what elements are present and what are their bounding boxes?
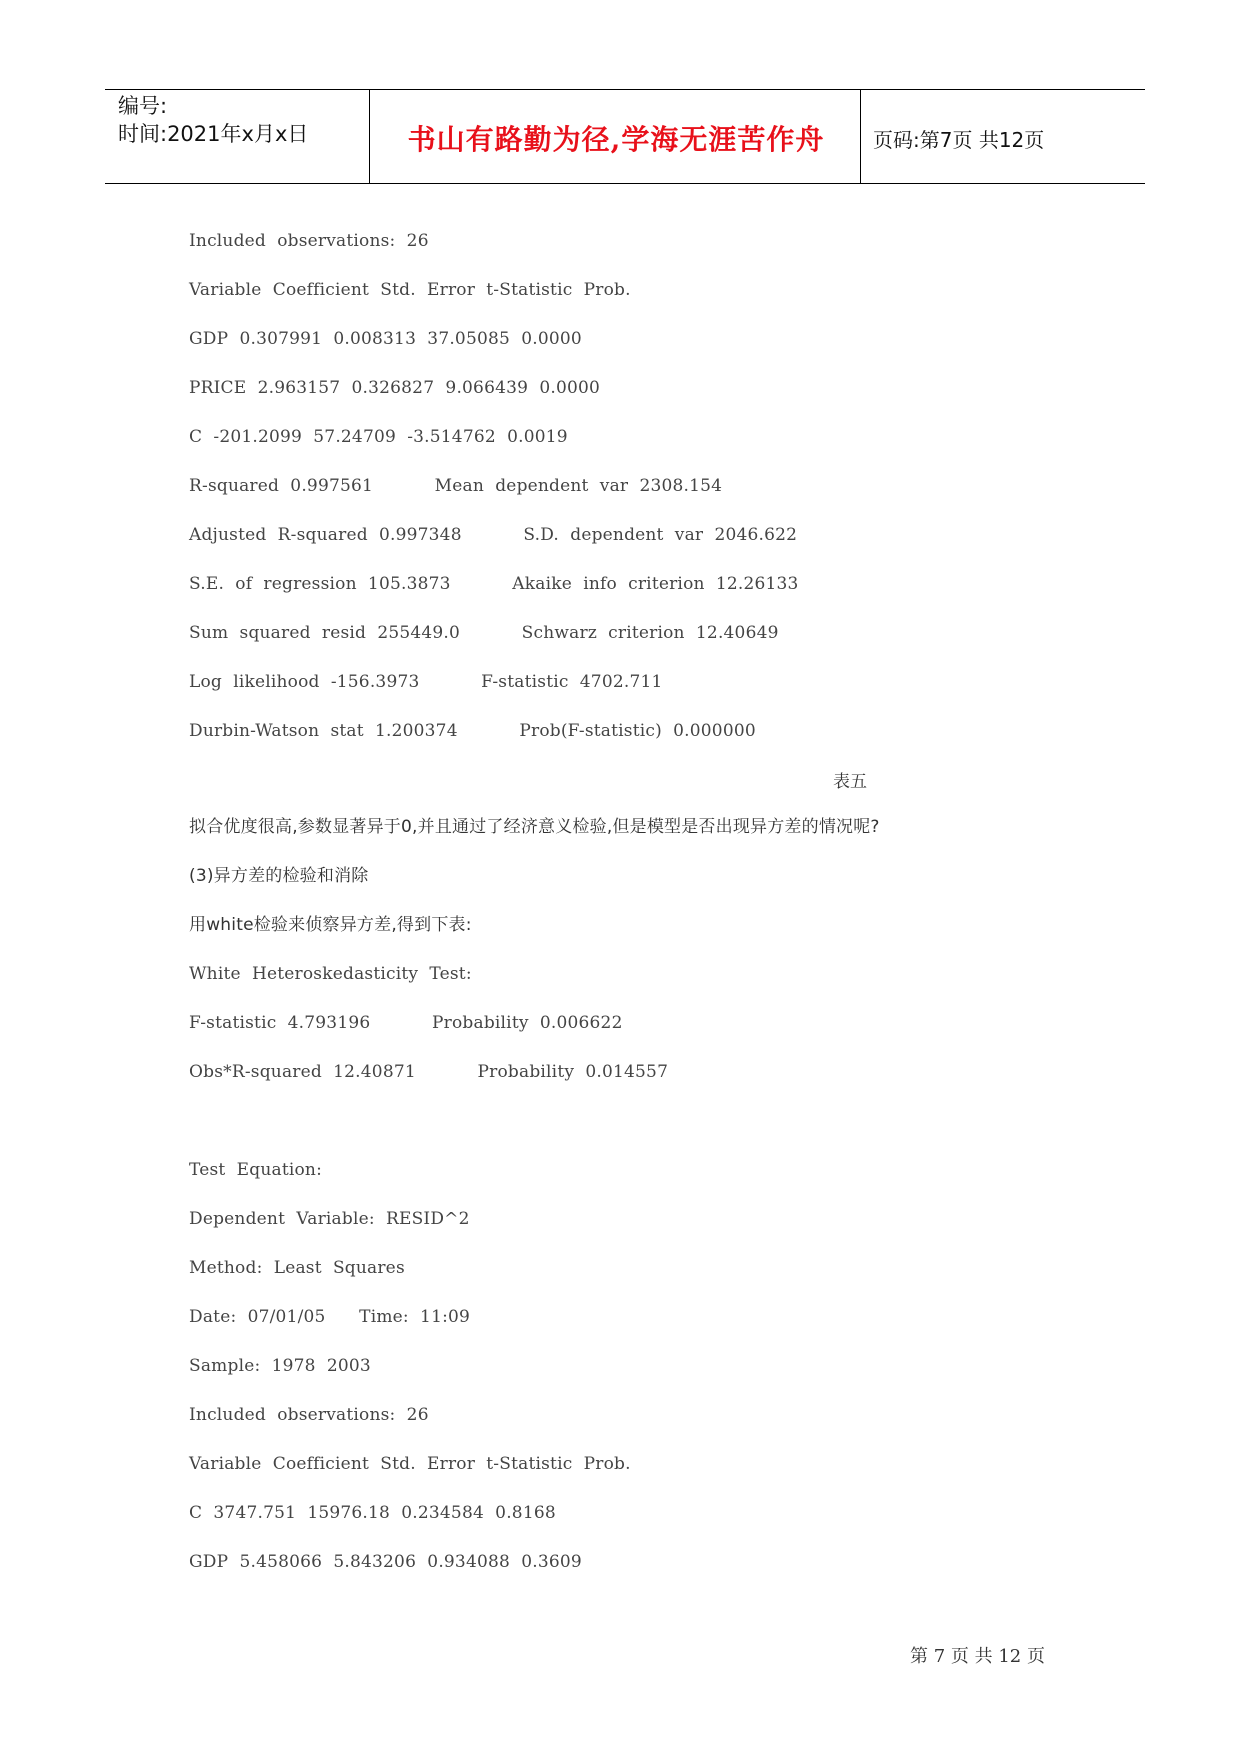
test-dependent-variable: Dependent Variable: RESID^2 <box>189 1209 470 1229</box>
date-label: 时间:2021年x月x日 <box>118 122 309 146</box>
output-line-observations: Included observations: 26 <box>189 231 429 251</box>
output-line-r-squared: R-squared 0.997561 Mean dependent var 2308.154 <box>189 476 723 496</box>
test-equation-title: Test Equation: <box>189 1160 322 1180</box>
header-motto: 书山有路勤为径,学海无涯苦作舟 <box>407 123 825 156</box>
header-bottom-rule <box>105 183 1145 184</box>
page-footer: 第 7 页 共 12 页 <box>910 1646 1045 1667</box>
test-table-header: Variable Coefficient Std. Error t-Statistic Prob. <box>189 1454 631 1474</box>
serial-number-label: 编号: <box>118 94 168 118</box>
test-line-gdp: GDP 5.458066 5.843206 0.934088 0.3609 <box>189 1552 582 1572</box>
output-line-gdp: GDP 0.307991 0.008313 37.05085 0.0000 <box>189 329 582 349</box>
output-line-se-regression: S.E. of regression 105.3873 Akaike info criterion 12.26133 <box>189 574 799 594</box>
test-sample: Sample: 1978 2003 <box>189 1356 371 1376</box>
test-method: Method: Least Squares <box>189 1258 405 1278</box>
test-observations: Included observations: 26 <box>189 1405 429 1425</box>
header-divider-right <box>860 90 861 184</box>
test-date-time: Date: 07/01/05 Time: 11:09 <box>189 1307 471 1327</box>
section-title: (3)异方差的检验和消除 <box>189 866 369 886</box>
test-line-constant: C 3747.751 15976.18 0.234584 0.8168 <box>189 1503 556 1523</box>
output-line-sum-squared-resid: Sum squared resid 255449.0 Schwarz criterion 12.40649 <box>189 623 779 643</box>
output-line-price: PRICE 2.963157 0.326827 9.066439 0.0000 <box>189 378 601 398</box>
output-line-adjusted-r-squared: Adjusted R-squared 0.997348 S.D. dependent var 2046.622 <box>189 525 798 545</box>
header-divider-left <box>369 90 370 184</box>
white-test-f-statistic: F-statistic 4.793196 Probability 0.006622 <box>189 1013 623 1033</box>
white-test-intro: 用white检验来侦察异方差,得到下表: <box>189 915 472 935</box>
header-page-code: 页码:第7页 共12页 <box>873 128 1045 152</box>
fit-comment: 拟合优度很高,参数显著异于0,并且通过了经济意义检验,但是模型是否出现异方差的情况呢? <box>189 817 880 837</box>
white-test-title: White Heteroskedasticity Test: <box>189 964 472 984</box>
header-left-block <box>118 92 308 148</box>
output-line-log-likelihood: Log likelihood -156.3973 F-statistic 4702.711 <box>189 672 663 692</box>
white-test-obs-r-squared: Obs*R-squared 12.40871 Probability 0.014557 <box>189 1062 669 1082</box>
output-line-durbin-watson: Durbin-Watson stat 1.200374 Prob(F-statistic) 0.000000 <box>189 721 756 741</box>
output-line-table-header: Variable Coefficient Std. Error t-Statistic Prob. <box>189 280 631 300</box>
table-caption: 表五 <box>833 772 867 792</box>
output-line-constant: C -201.2099 57.24709 -3.514762 0.0019 <box>189 427 568 447</box>
header-top-rule <box>105 89 1145 90</box>
